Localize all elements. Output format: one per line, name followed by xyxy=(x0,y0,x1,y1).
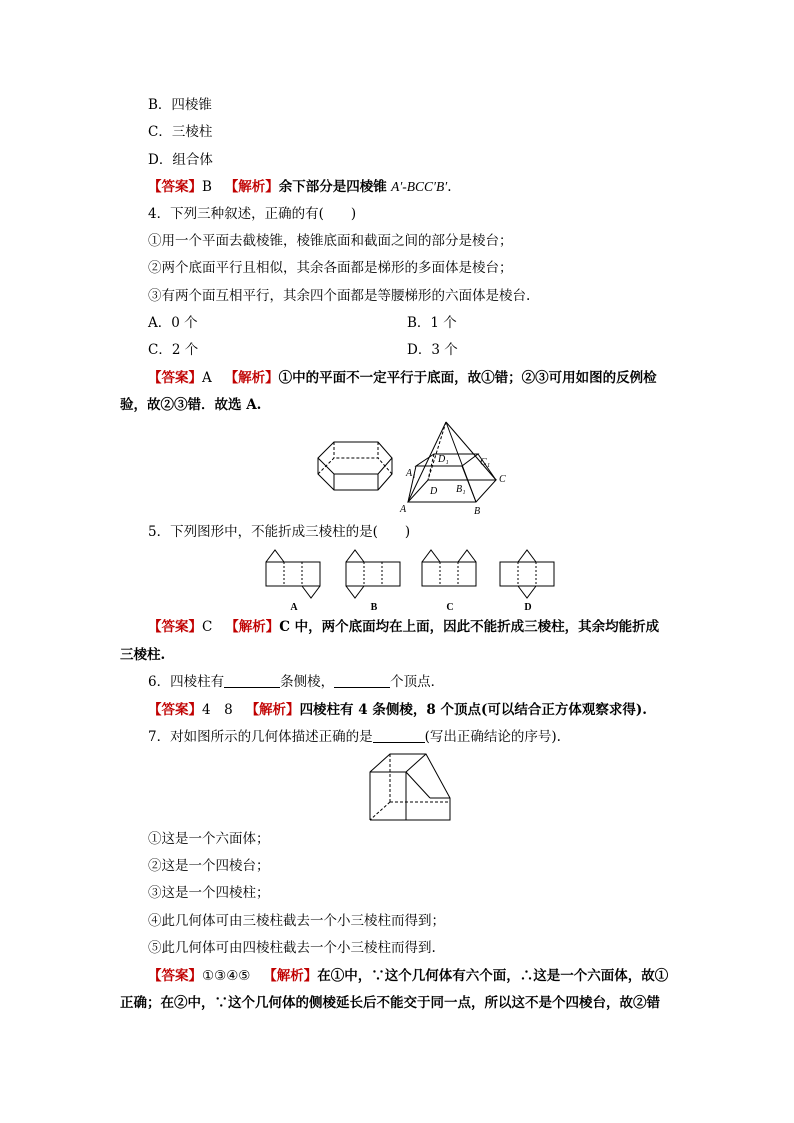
frustum-figure xyxy=(400,420,520,515)
q4-statement: ①用一个平面去截棱锥，棱锥底面和截面之间的部分是棱台； xyxy=(148,233,513,249)
blank-line xyxy=(373,728,425,743)
q6-answer-line xyxy=(148,700,647,720)
analysis-tag: 【解析】 xyxy=(263,968,318,984)
q4-option-d: D．3 个 xyxy=(407,342,458,358)
label-b1: B₁ xyxy=(456,484,466,495)
q7-statement: ③这是一个四棱柱； xyxy=(148,885,270,901)
q7-statement: ⑤此几何体可由四棱柱截去一个小三棱柱而得到. xyxy=(148,940,436,956)
q7-stem-part1: 7．对如图所示的几何体描述正确的是 xyxy=(148,729,373,745)
q4-statement: ③有两个面互相平行，其余四个面都是等腰梯形的六面体是棱台. xyxy=(148,288,531,304)
q4-option-b: B．1 个 xyxy=(407,315,457,331)
label-d1: D₁ xyxy=(438,454,449,465)
analysis-text: 余下部分是四棱锥 xyxy=(278,179,387,195)
q6-stem xyxy=(148,672,444,692)
q4-statement: ②两个底面平行且相似，其余各面都是梯形的多面体是棱台； xyxy=(148,260,513,276)
analysis-tag: 【解析】 xyxy=(224,370,279,386)
q6-stem-part3: 个顶点． xyxy=(390,674,445,690)
analysis-formula: A′-BCC′B′ xyxy=(391,179,448,194)
q4-option-a: A．0 个 xyxy=(148,315,198,331)
blank-line xyxy=(224,673,280,688)
blank-line xyxy=(334,673,390,688)
label-a1: A₁ xyxy=(406,468,416,479)
q7-stem xyxy=(148,727,561,747)
answer-value: 4 8 xyxy=(202,702,233,718)
q4-stem: 4．下列三种叙述，正确的有( ) xyxy=(148,206,357,222)
net-label-a: A xyxy=(290,602,298,613)
analysis-tag: 【解析】 xyxy=(224,179,279,195)
hex-prism-figure xyxy=(312,432,412,500)
net-label-d: D xyxy=(524,602,532,613)
answer-tag: 【答案】 xyxy=(148,619,202,635)
analysis-end: . xyxy=(447,179,452,195)
q7-stem-part2: (写出正确结论的序号). xyxy=(424,729,561,745)
q7-statement: ②这是一个四棱台； xyxy=(148,858,270,874)
q4-answer-line xyxy=(148,368,657,388)
label-b: B xyxy=(474,506,481,517)
q3-option-d: D．组合体 xyxy=(148,152,213,168)
q3-option-c: C．三棱柱 xyxy=(148,124,213,140)
analysis-text: 四棱柱有 4 条侧棱，8 个顶点(可以结合正方体观察求得). xyxy=(299,702,647,718)
answer-tag: 【答案】 xyxy=(148,179,202,195)
label-c1: C₁ xyxy=(480,457,491,468)
answer-value: B xyxy=(202,179,212,195)
q7-statement: ①这是一个六面体； xyxy=(148,831,270,847)
net-label-c: C xyxy=(446,602,454,613)
q5-answer-line xyxy=(148,617,659,637)
analysis-text: 在①中，∵这个几何体有六个面，∴这是一个六面体，故① xyxy=(317,968,669,984)
q4-analysis-line2: 验，故②③错．故选 A. xyxy=(120,397,262,413)
answer-value: A xyxy=(202,370,212,386)
answer-value: C xyxy=(202,619,213,635)
label-d: D xyxy=(430,486,438,497)
analysis-text: C 中，两个底面均在上面，因此不能折成三棱柱，其余均能折成 xyxy=(279,619,660,635)
label-a: A xyxy=(400,504,407,515)
q3-option-b: B．四棱锥 xyxy=(148,97,212,113)
q7-answer-line xyxy=(148,966,668,986)
answer-tag: 【答案】 xyxy=(148,702,202,718)
q6-stem-part2: 条侧棱， xyxy=(280,674,335,690)
q7-statement: ④此几何体可由三棱柱截去一个小三棱柱而得到； xyxy=(148,913,445,929)
label-c: C xyxy=(499,474,506,485)
answer-tag: 【答案】 xyxy=(148,968,202,984)
analysis-tag: 【解析】 xyxy=(245,702,300,718)
answer-tag: 【答案】 xyxy=(148,370,202,386)
q5-stem: 5．下列图形中，不能折成三棱柱的是( ) xyxy=(148,524,411,540)
q7-analysis-line2: 正确；在②中，∵这个几何体的侧棱延长后不能交于同一点，所以这不是个四棱台，故②错 xyxy=(120,995,660,1011)
q4-option-c: C．2 个 xyxy=(148,342,199,358)
prism-nets-figure xyxy=(262,548,562,614)
answer-value: ①③④⑤ xyxy=(202,968,251,984)
truncated-box-figure xyxy=(366,752,456,822)
analysis-text: ①中的平面不一定平行于底面，故①错；②③可用如图的反例检 xyxy=(278,370,657,386)
analysis-tag: 【解析】 xyxy=(225,619,280,635)
q6-stem-part1: 6．四棱柱有 xyxy=(148,674,225,690)
net-label-b: B xyxy=(370,602,378,613)
q5-analysis-line2: 三棱柱. xyxy=(120,647,166,663)
q3-answer-line xyxy=(148,177,452,197)
